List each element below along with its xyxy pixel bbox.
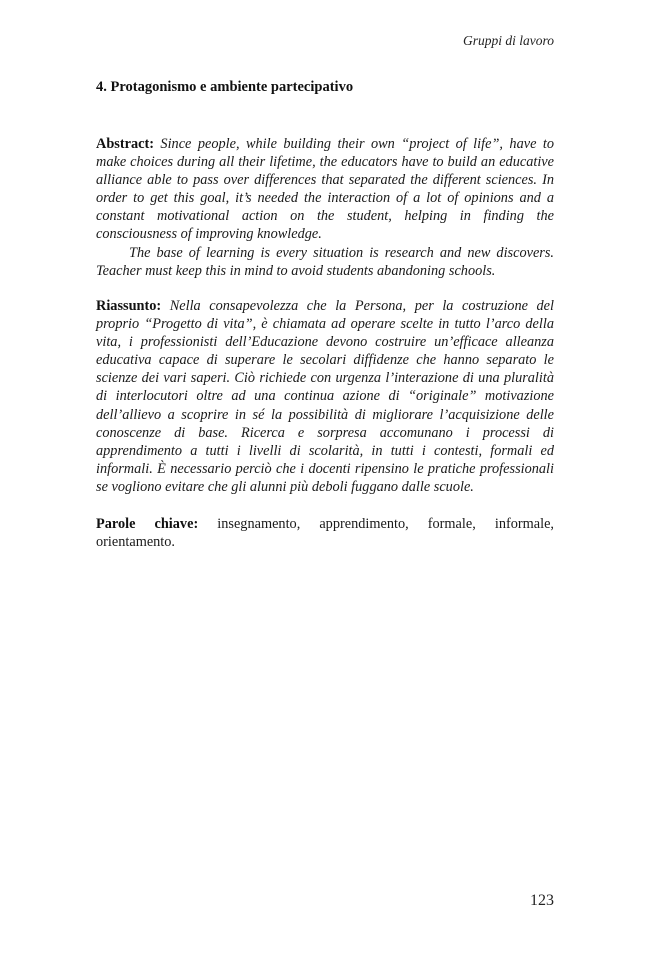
keywords-label: Parole chiave <box>96 516 194 532</box>
riassunto-block: Riassunto: Nella consapevolezza che la Persona, per la costruzione del proprio “Progetto di vita”, è chiamata ad operare scelte in tutto l’arco della vita, i professionisti dell’Educazione devono costruire un’efficace alleanza educativa capace di superare le secolari diffidenze che hanno separato le scienze dei vari saperi. Ciò richiede con urgenza l’interazione di una pluralità di interlocutori oltre ad una continua azione di “originale” motivazione dell’allievo a scoprire in sé la possibilità di migliorare l’acquisizione delle conoscenze di base. Ricerca e sorpresa accomunano i processi di apprendimento a tutti i livelli di scolarità, in tutti i contesti, formali ed informali. È necessario perciò che i docenti ripensino le pratiche professionali se vogliono evitare che gli alunni più deboli fuggano dalle scuole. <box>96 298 554 495</box>
abstract-paragraph-1: Abstract: Since people, while building their own “project of life”, have to make choices during all their lifetime, the educators have to build an educative alliance able to pass over differences that separated the different sciences. In order to get this goal, it’s needed the interaction of a lot of opinions and a constant motivational action on the student, helping in finding the consciousness of improving knowledge. <box>96 136 554 243</box>
running-header: Gruppi di lavoro <box>463 33 554 48</box>
riassunto-text: Nella consapevolezza che la Persona, per la costruzione del proprio “Progetto di vita”, è chiamata ad operare scelte in tutto l’arco della vita, i professionisti dell’Educazione devono costruire un’efficace alleanza educativa capace di superare le secolari diffidenze che hanno separato le scienze dei vari saperi. Ciò richiede con urgenza l’interazione di una pluralità di interlocutori oltre ad una continua azione di “originale” motivazione dell’allievo a scoprire in sé la possibilità di migliorare l’acquisizione delle conoscenze di base. Ricerca e sorpresa accomunano i processi di apprendimento a tutti i livelli di scolarità, in tutti i contesti, formali ed informali. È necessario perciò che i docenti ripensino le pratiche professionali se vogliono evitare che gli alunni più deboli fuggano dalle scuole. <box>96 298 554 495</box>
abstract-paragraph-2: The base of learning is every situation is research and new discovers. Teacher must keep this in mind to avoid students abandoning schools. <box>96 244 554 279</box>
page-number: 123 <box>530 892 554 909</box>
keywords-block: Parole chiave: insegnamento, apprendimento, formale, informale, orientamento. <box>96 516 555 551</box>
abstract-text-1: Since people, while building their own “project of life”, have to make choices during all their lifetime, the educators have to build an educative alliance able to pass over differences that separated the different sciences. In order to get this goal, it’s needed the interaction of a lot of opinions and a constant motivational action on the student, helping in finding the consciousness of improving knowledge. <box>96 136 554 243</box>
abstract-block <box>96 135 554 280</box>
abstract-label: Abstract <box>96 136 150 152</box>
keywords-text: insegnamento, apprendimento, formale, informale, orientamento. <box>96 516 555 551</box>
section-title: 4. Protagonismo e ambiente partecipativo <box>96 79 354 95</box>
riassunto-label: Riassunto <box>96 298 157 314</box>
